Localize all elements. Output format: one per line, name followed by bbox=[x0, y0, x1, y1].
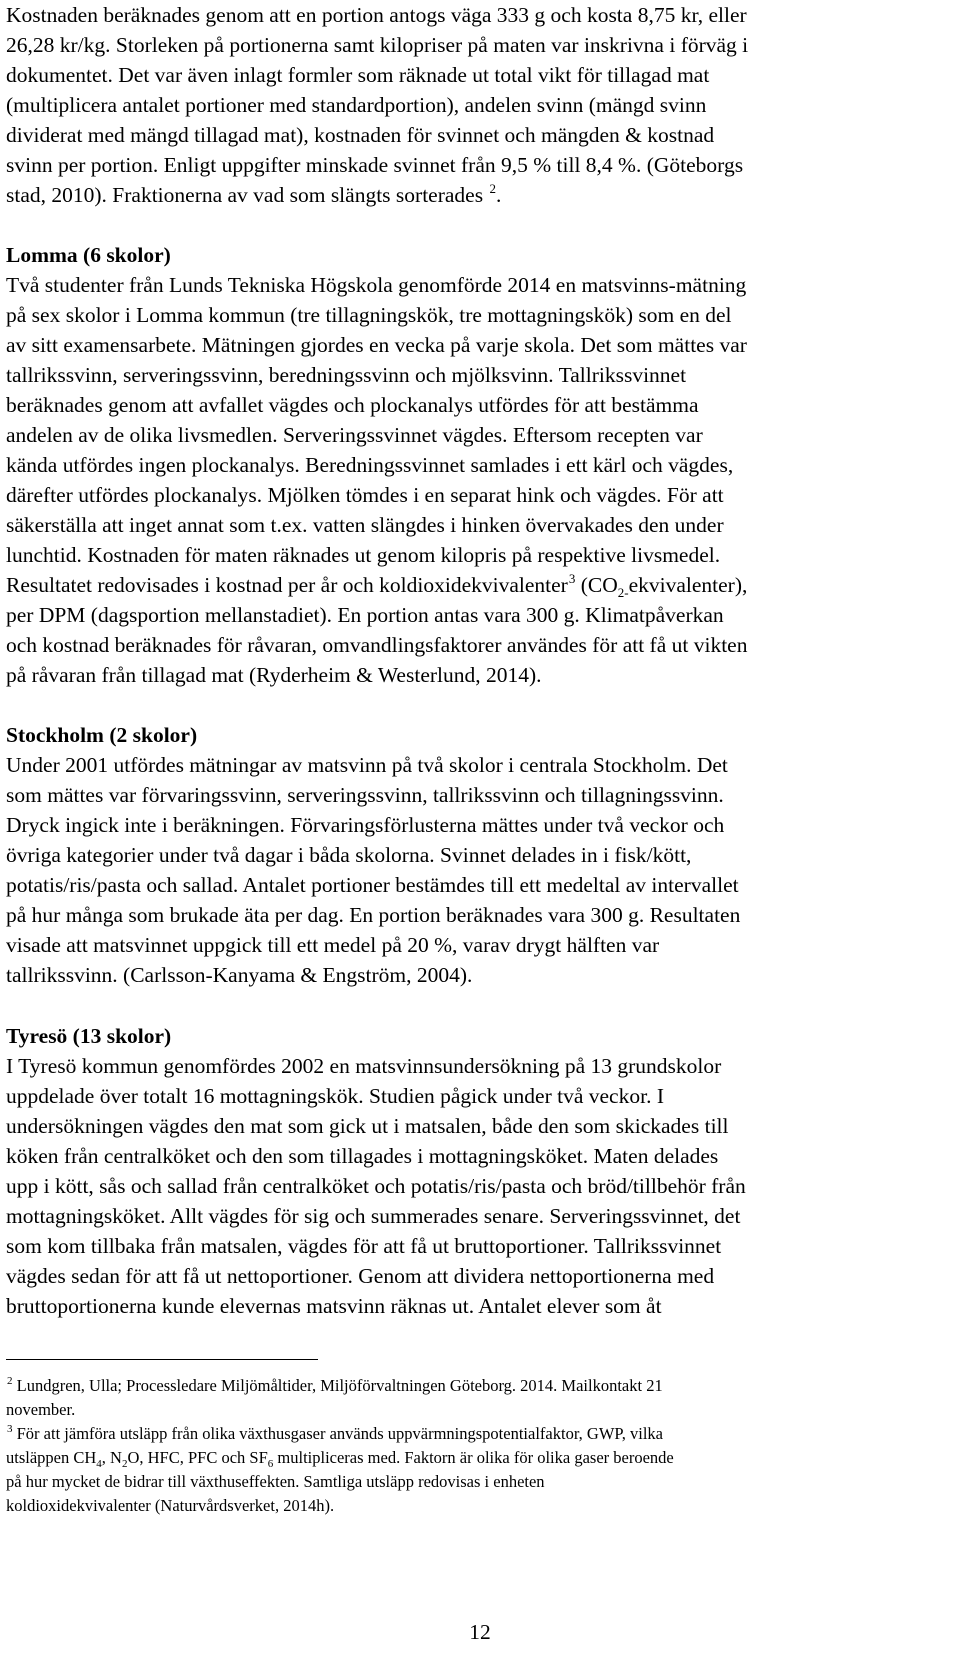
text-line: och kostnad beräknades för råvaran, omvandlingsfaktorer användes för att få ut vikten bbox=[6, 633, 748, 657]
text-line: Under 2001 utfördes mätningar av matsvinn på två skolor i centrala Stockholm. Det bbox=[6, 753, 728, 777]
text-span: (CO bbox=[575, 573, 618, 597]
footnote-ref-3[interactable]: 3 bbox=[568, 571, 576, 586]
text-line: tallrikssvinn, serveringssvinn, beredningssvinn och mjölksvinn. Tallrikssvinnet bbox=[6, 363, 687, 387]
text-line: svinn per portion. Enligt uppgifter minskade svinnet från 9,5 % till 8,4 %. (Göteborgs bbox=[6, 153, 744, 177]
text-line: uppdelade över totalt 16 mottagningskök. Studien pågick under två veckor. I bbox=[6, 1084, 664, 1108]
text-line: tallrikssvinn. (Carlsson-Kanyama & Engström, 2004). bbox=[6, 963, 473, 987]
footnote-2 bbox=[6, 1374, 663, 1400]
text-span: Resultatet redovisades i kostnad per år och koldioxidekvivalenter bbox=[6, 573, 568, 597]
text-line: upp i kött, sås och sallad från centralköket och potatis/ris/pasta och bröd/tillbehör från bbox=[6, 1174, 746, 1198]
text-line: Två studenter från Lunds Tekniska Högskola genomförde 2014 en matsvinns-mätning bbox=[6, 273, 747, 297]
text-span: . bbox=[495, 183, 502, 207]
text-line: Dryck ingick inte i beräkningen. Förvaringsförlusterna mättes under två veckor och bbox=[6, 813, 725, 837]
text-line: köken från centralköket och den som tillagades i mottagningsköket. Maten delades bbox=[6, 1144, 719, 1168]
text-line: som kom tillbaka från matsalen, vägdes för att få ut bruttoportioner. Tallrikssvinnet bbox=[6, 1234, 722, 1258]
text-line: mottagningsköket. Allt vägdes för sig och summerades senare. Serveringssvinnet, det bbox=[6, 1204, 741, 1228]
section-heading-lomma: Lomma (6 skolor) bbox=[6, 243, 171, 267]
text-line bbox=[6, 570, 747, 603]
text-span: ekvivalenter), bbox=[628, 573, 748, 597]
text-line: andelen av de olika livsmedlen. Serveringssvinnet vägdes. Eftersom recepten var bbox=[6, 423, 703, 447]
text-line: dividerat med mängd tillagad mat), kostnaden för svinnet och mängden & kostnad bbox=[6, 123, 715, 147]
text-line: (multiplicera antalet portioner med standardportion), andelen svinn (mängd svinn bbox=[6, 93, 707, 117]
section-heading-tyreso: Tyresö (13 skolor) bbox=[6, 1024, 172, 1048]
text-span: Lundgren, Ulla; Processledare Miljömåltider, Miljöförvaltningen Göteborg. 2014. Mailkontakt 21 bbox=[12, 1376, 663, 1395]
section-heading-stockholm: Stockholm (2 skolor) bbox=[6, 723, 198, 747]
text-span: För att jämföra utsläpp från olika växthusgaser används uppvärmningspotentialfaktor, GWP, vilka bbox=[12, 1424, 663, 1443]
text-line: kända utfördes ingen plockanalys. Beredningssvinnet samlades i ett kärl och vägdes, bbox=[6, 453, 734, 477]
text-span: , N bbox=[101, 1448, 122, 1467]
text-span: multipliceras med. Faktorn är olika för olika gaser beroende bbox=[273, 1448, 674, 1467]
subscript: 6 bbox=[267, 1458, 274, 1470]
text-line: koldioxidekvivalenter (Naturvårdsverket, 2014h). bbox=[6, 1496, 335, 1515]
text-line: potatis/ris/pasta och sallad. Antalet portioner bestämdes till ett medeltal av intervallet bbox=[6, 873, 739, 897]
text-line bbox=[6, 1446, 674, 1472]
text-line: bruttoportionerna kunde elevernas matsvinn räknas ut. Antalet elever som åt bbox=[6, 1294, 662, 1318]
text-line: november. bbox=[6, 1400, 76, 1419]
text-line: I Tyresö kommun genomfördes 2002 en matsvinnsundersökning på 13 grundskolor bbox=[6, 1054, 722, 1078]
subscript: 2- bbox=[617, 585, 629, 600]
text-span: stad, 2010). Fraktionerna av vad som slängts sorterades bbox=[6, 183, 484, 207]
text-line: 26,28 kr/kg. Storleken på portionerna samt kilopriser på maten var inskrivna i förväg i bbox=[6, 33, 749, 57]
text-span: O, HFC, PFC och SF bbox=[127, 1448, 268, 1467]
text-line: Kostnaden beräknades genom att en portion antogs väga 333 g och kosta 8,75 kr, eller bbox=[6, 3, 747, 27]
text-line: övriga kategorier under två dagar i båda skolorna. Svinnet delades in i fisk/kött, bbox=[6, 843, 692, 867]
text-line: visade att matsvinnet uppgick till ett medel på 20 %, varav drygt hälften var bbox=[6, 933, 660, 957]
text-line: dokumentet. Det var även inlagt formler som räknade ut total vikt för tillagad mat bbox=[6, 63, 710, 87]
text-line: lunchtid. Kostnaden för maten räknades ut genom kilopris på respektive livsmedel. bbox=[6, 543, 721, 567]
text-line: på hur mycket de bidrar till växthuseffekten. Samtliga utsläpp redovisas i enheten bbox=[6, 1472, 545, 1491]
text-line: på hur många som brukade äta per dag. En portion beräknades vara 300 g. Resultaten bbox=[6, 903, 741, 927]
footnote-ref-2[interactable]: 2 bbox=[489, 181, 496, 196]
text-line: beräknades genom att avfallet vägdes och plockanalys utfördes för att bestämma bbox=[6, 393, 699, 417]
footnote-number: 2 bbox=[7, 1375, 13, 1387]
text-line: säkerställa att inget annat som t.ex. vatten slängdes i hinken övervakades den under bbox=[6, 513, 724, 537]
footnote-divider bbox=[6, 1359, 318, 1360]
subscript: 2 bbox=[121, 1458, 128, 1470]
text-line bbox=[6, 180, 501, 213]
text-line: på råvaran från tillagad mat (Ryderheim & Westerlund, 2014). bbox=[6, 663, 542, 687]
footnote-number: 3 bbox=[7, 1423, 13, 1435]
text-span: utsläppen CH bbox=[6, 1448, 97, 1467]
text-line: på sex skolor i Lomma kommun (tre tillagningskök, tre mottagningskök) som en del bbox=[6, 303, 732, 327]
text-line: vägdes sedan för att få ut nettoportioner. Genom att dividera nettoportionerna med bbox=[6, 1264, 715, 1288]
text-line: av sitt examensarbete. Mätningen gjordes en vecka på varje skola. Det som mättes var bbox=[6, 333, 747, 357]
footnote-3 bbox=[6, 1422, 663, 1448]
text-line: som mättes var förvaringssvinn, serveringssvinn, tallrikssvinn och tillagningssvinn. bbox=[6, 783, 724, 807]
text-line: undersökningen vägdes den mat som gick ut i matsalen, både den som skickades till bbox=[6, 1114, 729, 1138]
page-number: 12 bbox=[469, 1620, 491, 1644]
text-line: därefter utfördes plockanalys. Mjölken tömdes i en separat hink och vägdes. För att bbox=[6, 483, 724, 507]
subscript: 4 bbox=[96, 1458, 102, 1470]
text-line: per DPM (dagsportion mellanstadiet). En portion antas vara 300 g. Klimatpåverkan bbox=[6, 603, 724, 627]
